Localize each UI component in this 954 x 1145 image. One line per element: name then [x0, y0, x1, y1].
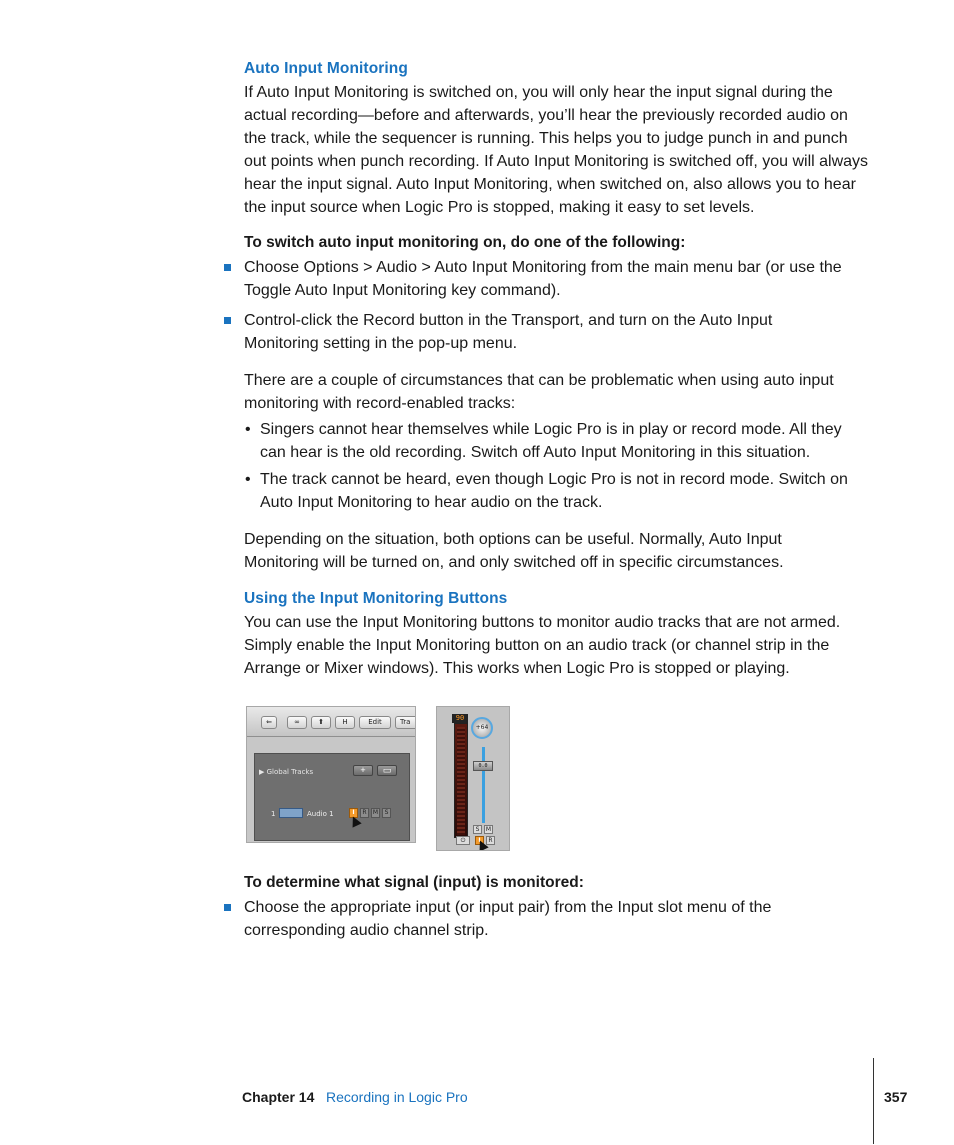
- depending-paragraph: Depending on the situation, both options can be useful. Normally, Auto Input Monitoring will be turned on, and only switched off in specific circumstances.: [244, 531, 784, 571]
- mute-button[interactable]: M: [372, 809, 379, 816]
- footer-chapter: Chapter 14: [242, 1089, 315, 1105]
- mute-button[interactable]: M: [485, 826, 492, 833]
- bullet-dot: •: [245, 471, 251, 488]
- bullet-item: Singers cannot hear themselves while Logic Pro is in play or record mode. All they can hear is the old recording. Switch off Auto Input Monitoring in this situation.: [260, 421, 842, 461]
- arrange-toolbar: [247, 707, 416, 737]
- auto-input-description: If Auto Input Monitoring is switched on, you will only hear the input signal during the actual recording—before and afterwards, you’ll hear the previously recorded audio on the track, while the sequencer is running. This helps you to judge punch in and punch out points when punch recording. If Auto Input Monitoring is switched off, you will always hear the input signal. Auto Input Monitoring, when switched on, also allows you to hear the input source when Logic Pro is stopped, making it easy to set levels.: [244, 84, 869, 216]
- solo-button[interactable]: S: [473, 825, 482, 834]
- add-track-button[interactable]: +: [353, 765, 373, 776]
- toolbar-edit-menu[interactable]: Edit: [359, 716, 391, 729]
- record-enable-button[interactable]: R: [486, 836, 495, 845]
- toolbar-h-button[interactable]: H: [335, 716, 355, 729]
- toolbar-pointer-button[interactable]: ⬆: [311, 716, 331, 729]
- section-heading-input-monitoring: Using the Input Monitoring Buttons: [244, 590, 508, 607]
- track-waveform-icon: [279, 808, 303, 818]
- global-tracks-toggle[interactable]: ▶ Global Tracks: [259, 768, 314, 776]
- circumstances-intro: There are a couple of circumstances that can be problematic when using auto input monitoring with record-enabled tracks:: [244, 372, 834, 412]
- channel-strip-screenshot: [436, 706, 510, 851]
- toolbar-link-button[interactable]: ∞: [287, 716, 307, 729]
- step-item: Control-click the Record button in the Transport, and turn on the Auto Input Monitoring setting in the pop-up menu.: [244, 312, 773, 352]
- bullet-square-icon: [224, 264, 231, 271]
- input-monitoring-button[interactable]: I: [349, 808, 358, 818]
- record-enable-button[interactable]: R: [360, 808, 369, 818]
- input-monitoring-description: You can use the Input Monitoring buttons to monitor audio tracks that are not armed. Simply enable the Input Monitoring button on an audio track (or channel strip in the Arrange or Mixer windows). This works when Logic Pro is stopped or playing.: [244, 614, 841, 677]
- task-lead-determine: To determine what signal (input) is monitored:: [244, 874, 584, 891]
- bullet-dot: •: [245, 421, 251, 438]
- task-lead-switch: To switch auto input monitoring on, do one of the following:: [244, 234, 686, 251]
- level-meter: [454, 723, 468, 838]
- track-folder-button[interactable]: ▭: [377, 765, 397, 776]
- power-icon[interactable]: ⏻: [456, 836, 470, 845]
- bullet-item: The track cannot be heard, even though Logic Pro is not in record mode. Switch on Auto Input Monitoring to hear audio on the track.: [260, 471, 848, 511]
- peak-level-display: 90: [452, 714, 468, 723]
- track-number: 1: [271, 810, 276, 818]
- footer-divider: [873, 1058, 874, 1144]
- solo-button[interactable]: S: [382, 808, 391, 818]
- footer-chapter-title[interactable]: Recording in Logic Pro: [326, 1089, 468, 1105]
- arrange-track-screenshot: [246, 706, 416, 843]
- bullet-square-icon: [224, 317, 231, 324]
- step-item: Choose Options > Audio > Auto Input Monitoring from the main menu bar (or use the Toggle Auto Input Monitoring key command).: [244, 259, 842, 299]
- step-item: Choose the appropriate input (or input pair) from the Input slot menu of the corresponding audio channel strip.: [244, 899, 772, 939]
- volume-fader-track: [482, 747, 485, 823]
- page-number: 357: [884, 1089, 908, 1105]
- track-name: Audio 1: [307, 810, 334, 818]
- pan-knob[interactable]: +64: [471, 717, 493, 739]
- bullet-square-icon: [224, 904, 231, 911]
- track-list-area: [254, 753, 410, 841]
- toolbar-back-button[interactable]: ⇐: [261, 716, 277, 729]
- section-heading-auto-input: Auto Input Monitoring: [244, 60, 408, 77]
- volume-fader[interactable]: 0.0: [473, 761, 493, 771]
- input-monitoring-button[interactable]: I: [475, 836, 484, 845]
- toolbar-track-menu[interactable]: Tra: [395, 716, 416, 729]
